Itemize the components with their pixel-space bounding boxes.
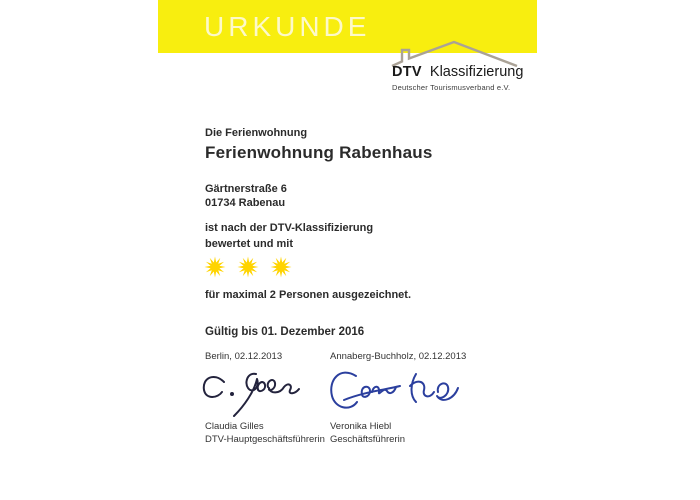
certificate-title: URKUNDE xyxy=(204,10,371,42)
intro-line: Die Ferienwohnung xyxy=(205,127,308,139)
signatory-left-title: DTV-Hauptgeschäftsführerin xyxy=(205,433,325,445)
star-icon xyxy=(270,256,292,278)
signature-left-dot xyxy=(231,393,234,396)
star-icon xyxy=(237,256,259,278)
logo-subtitle: Deutscher Tourismusverband e.V. xyxy=(392,83,511,92)
logo-name-text: Klassifizierung xyxy=(429,64,524,80)
roof-path xyxy=(392,42,517,66)
validity-line: Gültig bis 01. Dezember 2016 xyxy=(205,326,365,338)
signature-right xyxy=(324,366,466,422)
signatory-right xyxy=(330,421,405,446)
property-name: Ferienwohnung Rabenhaus xyxy=(205,143,433,162)
signatory-right-title: Geschäftsführerin xyxy=(330,433,405,445)
address-city: 01734 Rabenau xyxy=(205,197,286,209)
signature-left xyxy=(196,368,304,420)
place-date-right: Annaberg-Buchholz, 02.12.2013 xyxy=(330,351,467,362)
star-icon xyxy=(204,256,226,278)
star-rating xyxy=(204,256,292,278)
logo-dtv-text: DTV xyxy=(392,64,422,80)
signatory-left-name: Claudia Gilles xyxy=(205,421,264,432)
classification-line2: bewertet und mit xyxy=(205,238,294,250)
place-date-left: Berlin, 02.12.2013 xyxy=(205,351,283,362)
award-line: für maximal 2 Personen ausgezeichnet. xyxy=(205,289,412,301)
signatory-left xyxy=(205,421,325,446)
dtv-logo xyxy=(388,38,522,92)
classification-line1: ist nach der DTV-Klassifizierung xyxy=(205,222,374,234)
address-street: Gärtnerstraße 6 xyxy=(205,183,287,195)
logo-text-row xyxy=(388,64,522,80)
signatory-right-name: Veronika Hiebl xyxy=(330,421,392,432)
